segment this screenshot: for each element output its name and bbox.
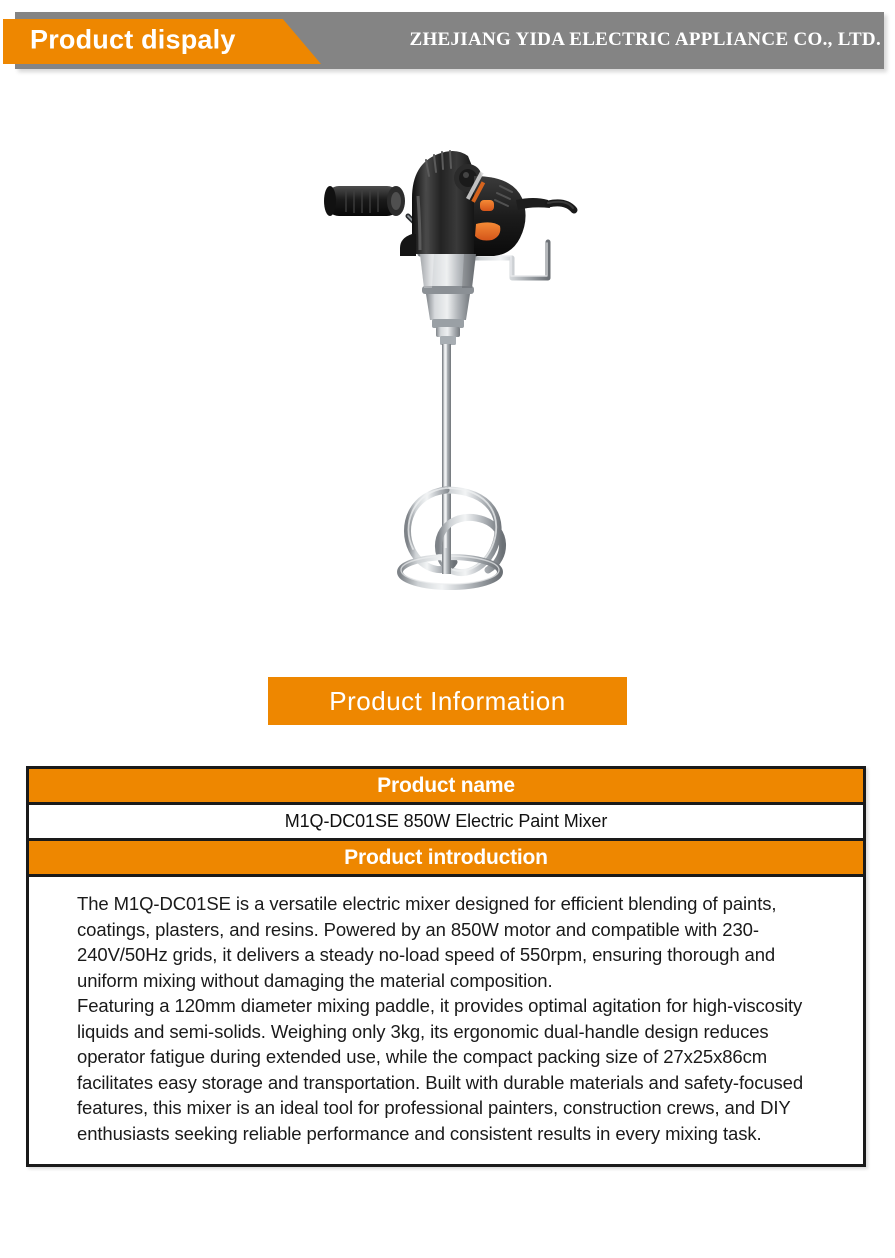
- page-header: [0, 0, 895, 80]
- header-section-title: Product dispaly: [30, 24, 236, 55]
- company-name: ZHEJIANG YIDA ELECTRIC APPLIANCE CO., LTD.: [409, 29, 881, 50]
- motor-body: [400, 151, 482, 256]
- product-information-banner: [268, 677, 627, 725]
- product-photo: [316, 138, 580, 638]
- table-row-product-introduction-header: [29, 841, 863, 877]
- product-name-header-label: Product name: [377, 773, 515, 797]
- product-information-label: Product Information: [329, 685, 566, 716]
- product-name-value: M1Q-DC01SE 850W Electric Paint Mixer: [284, 811, 608, 831]
- trigger-housing: [466, 172, 574, 256]
- speed-button: [480, 200, 494, 211]
- product-information-table: [26, 766, 866, 1167]
- product-introduction-header-label: Product introduction: [344, 845, 548, 869]
- table-row-product-name-value: [29, 805, 863, 841]
- electric-paint-mixer-illustration: [316, 138, 580, 638]
- gearbox-chuck: [420, 254, 476, 345]
- product-image-stage: [0, 86, 895, 646]
- table-row-product-introduction-body: [29, 877, 863, 1164]
- table-row-product-name-header: [29, 769, 863, 805]
- product-introduction-paragraph-2: Featuring a 120mm diameter mixing paddle, it provides optimal agitation for high-viscosity liquids and semi-solids. Weighing only 3kg, its ergonomic dual-handle design reduces operator fatigue during extended use, while the compact packing size of 27x25x86cm facilitates easy storage and transportation. Built with durable materials and safety-focused features, this mixer is an ideal tool for professional painters, construction crews, and DIY enthusiasts seeking reliable performance and consistent results in every mixing task.: [77, 995, 804, 1144]
- product-introduction-paragraph-1: The M1Q-DC01SE is a versatile electric mixer designed for efficient blending of paints, coatings, plasters, and resins. Powered by an 850W motor and compatible with 230-240V/50Hz grids, it delivers a steady no-load speed of 550rpm, ensuring thorough and uniform mixing without damaging the material composition.: [77, 893, 777, 991]
